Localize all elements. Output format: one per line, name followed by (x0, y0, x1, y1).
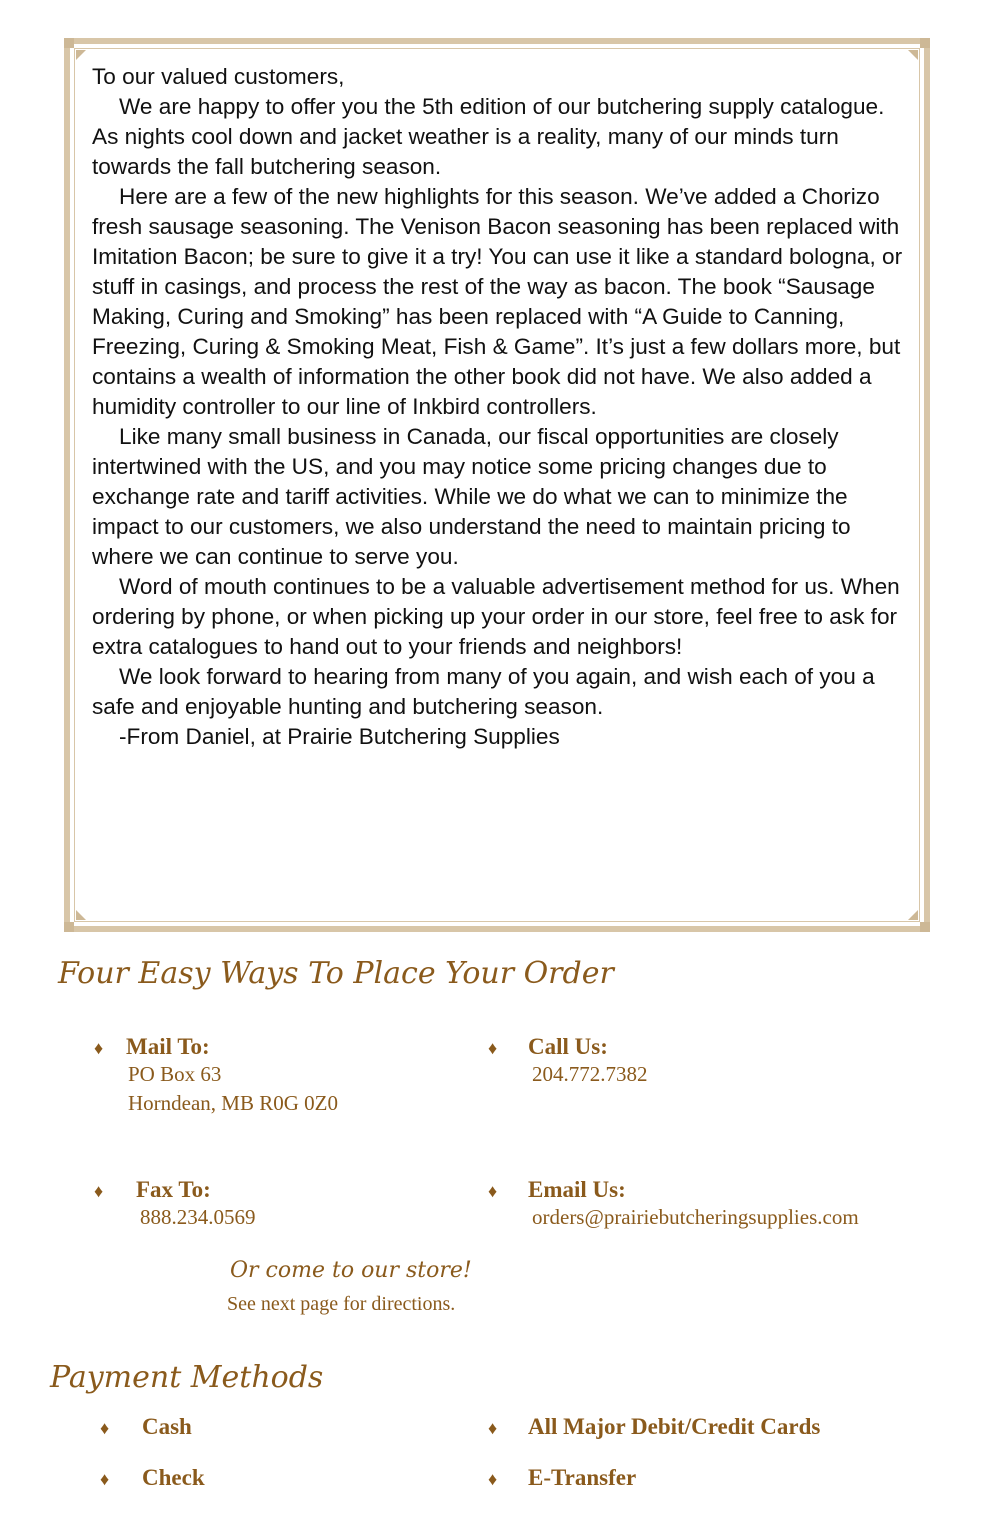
payment-method-label: Cash (142, 1414, 192, 1439)
payment-method (100, 1465, 205, 1491)
letter-paragraph: We look forward to hearing from many of you again, and wish each of you a safe and enjoyable hunting and butchering season. (92, 664, 875, 719)
frame-corner-ornament (920, 922, 930, 932)
frame-corner-triangle (908, 910, 918, 920)
mail-to-label: Mail To: (126, 1034, 210, 1059)
mail-to-block (94, 1034, 338, 1118)
diamond-bullet-icon: ♦ (100, 1418, 110, 1438)
phone-number[interactable]: 204.772.7382 (532, 1062, 648, 1086)
call-us-label: Call Us: (528, 1034, 608, 1059)
letter-paragraph: We are happy to offer you the 5th edition of our butchering supply catalogue. As nights cool down and jacket weather is a reality, many of our minds turn towards the fall butchering season. (92, 94, 885, 179)
frame-corner-triangle (908, 50, 918, 60)
letter-paragraph: Like many small business in Canada, our fiscal opportunities are closely intertwined with the US, and you may notice some pricing changes due to exchange rate and tariff activities. While we do what we can to minimize the impact to our customers, we also understand the need to maintain pricing to where we can continue to serve you. (92, 424, 851, 569)
frame-corner-triangle (76, 50, 86, 60)
payment-method-label: E-Transfer (528, 1465, 637, 1490)
diamond-bullet-icon: ♦ (94, 1181, 104, 1201)
frame-corner-ornament (64, 922, 74, 932)
diamond-bullet-icon: ♦ (100, 1469, 110, 1489)
frame-corner-ornament (64, 38, 74, 48)
email-us-block (488, 1177, 859, 1232)
frame-corner-ornament (920, 38, 930, 48)
mail-address-line1: PO Box 63 (128, 1062, 222, 1086)
payment-method-label: All Major Debit/Credit Cards (528, 1414, 821, 1439)
letter-signature: -From Daniel, at Prairie Butchering Supplies (119, 724, 560, 749)
diamond-bullet-icon: ♦ (488, 1469, 498, 1489)
diamond-bullet-icon: ♦ (94, 1038, 104, 1058)
store-invite: Or come to our store! (230, 1258, 472, 1283)
customer-letter (92, 62, 912, 752)
payment-method (100, 1414, 192, 1440)
payment-method (488, 1465, 636, 1491)
call-us-block (488, 1034, 648, 1089)
fax-to-label: Fax To: (136, 1177, 211, 1202)
payment-heading: Payment Methods (50, 1360, 324, 1395)
frame-corner-triangle (76, 910, 86, 920)
letter-greeting: To our valued customers, (92, 64, 345, 89)
fax-to-block (94, 1177, 256, 1232)
diamond-bullet-icon: ♦ (488, 1418, 498, 1438)
payment-method (488, 1414, 820, 1440)
payment-method-label: Check (142, 1465, 205, 1490)
diamond-bullet-icon: ♦ (488, 1038, 498, 1058)
mail-address-line2: Horndean, MB R0G 0Z0 (128, 1091, 338, 1115)
letter-paragraph: Here are a few of the new highlights for this season. We’ve added a Chorizo fresh sausage seasoning. The Venison Bacon seasoning has been replaced with Imitation Bacon; be sure to give it a try! You can use it like a standard bologna, or stuff in casings, and process the rest of the way as bacon. The book “Sausage Making, Curing and Smoking” has been replaced with “A Guide to Canning, Freezing, Curing & Smoking Meat, Fish & Game”. It’s just a few dollars more, but contains a wealth of information the other book did not have. We also added a humidity controller to our line of Inkbird controllers. (92, 184, 903, 419)
diamond-bullet-icon: ♦ (488, 1181, 498, 1201)
email-address[interactable]: orders@prairiebutcheringsupplies.com (532, 1205, 859, 1229)
email-us-label: Email Us: (528, 1177, 626, 1202)
fax-number: 888.234.0569 (140, 1205, 256, 1229)
letter-paragraph: Word of mouth continues to be a valuable advertisement method for us. When ordering by phone, or when picking up your order in our store, feel free to ask for extra catalogues to hand out to your friends and neighbors! (92, 574, 900, 659)
store-directions-note: See next page for directions. (227, 1293, 456, 1315)
order-heading: Four Easy Ways To Place Your Order (58, 956, 614, 991)
